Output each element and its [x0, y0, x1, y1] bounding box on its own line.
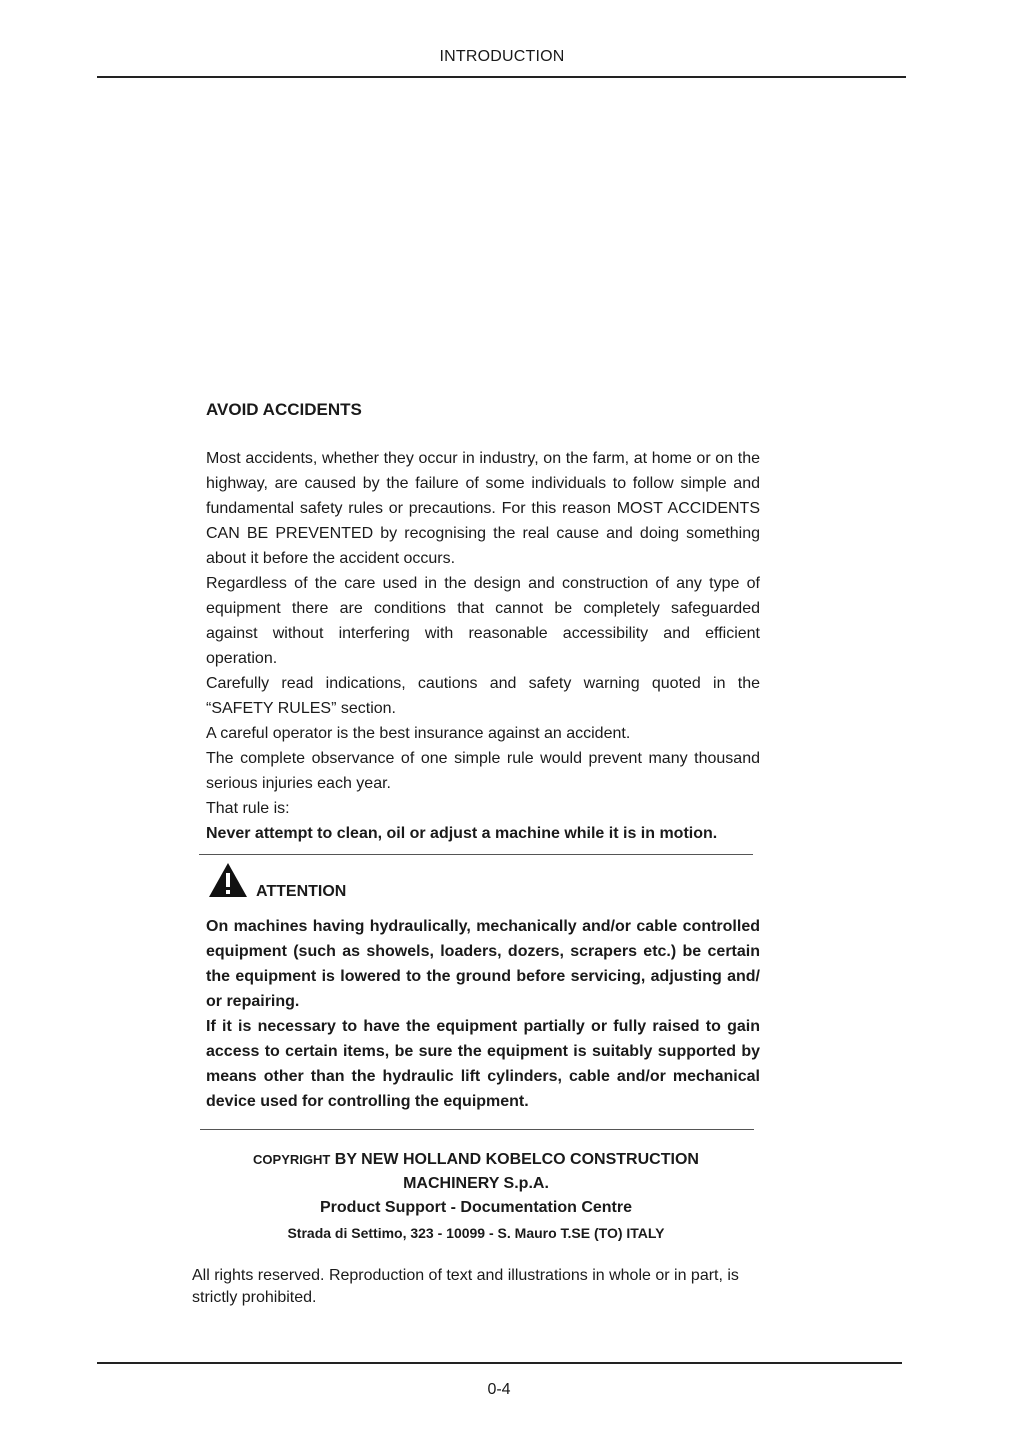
- attention-paragraph: On machines having hydraulically, mechanically and/or cable controlled equipment (such as showels, loaders, dozers, scrapers etc.) be certain the equipment is lowered to the ground before servicing, adjusting and/ or repairing.: [206, 918, 760, 1010]
- copyright-line-1: [200, 1148, 752, 1172]
- body-paragraph: Regardless of the care used in the design and construction of any type of equipment there are conditions that cannot be completely safeguarded against without interfering with reasonable accessibility and efficient operation.: [206, 575, 760, 667]
- attention-bottom-rule: [200, 1129, 754, 1130]
- rights-notice: All rights reserved. Reproduction of text and illustrations in whole or in part, is strictly prohibited.: [192, 1267, 739, 1306]
- body-paragraph: Most accidents, whether they occur in industry, on the farm, at home or on the highway, are caused by the failure of some individuals to follow simple and fundamental safety rules or precautions. For this reason MOST ACCIDENTS CAN BE PREVENTED by recognising the real cause and doing something about it before the accident occurs.: [206, 450, 760, 567]
- copyright-line-3: Product Support - Documentation Centre: [320, 1199, 632, 1216]
- attention-text: [206, 914, 760, 1114]
- copyright-company: BY NEW HOLLAND KOBELCO CONSTRUCTION: [334, 1151, 699, 1168]
- warning-triangle-icon-svg: [208, 862, 248, 898]
- section-title: AVOID ACCIDENTS: [206, 400, 362, 419]
- attention-paragraph: If it is necessary to have the equipment partially or fully raised to gain access to certain items, be sure the equipment is suitably supported by means other than the hydraulic lift cylinders, cable and/or mechanical device used for controlling the equipment.: [206, 1018, 760, 1110]
- attention-top-rule: [199, 854, 753, 855]
- footer-rule: [97, 1362, 902, 1364]
- body-paragraph: Carefully read indications, cautions and safety warning quoted in the “SAFETY RULES” section.: [206, 675, 760, 717]
- header-rule: [97, 76, 906, 78]
- copyright-address: Strada di Settimo, 323 - 10099 - S. Mauro T.SE (TO) ITALY: [287, 1225, 665, 1241]
- page-header-title: INTRODUCTION: [439, 48, 565, 65]
- page-number: 0-4: [487, 1381, 511, 1398]
- copyright-prefix: COPYRIGHT: [253, 1152, 331, 1167]
- body-paragraph: That rule is:: [206, 800, 290, 817]
- copyright-line-2: MACHINERY S.p.A.: [403, 1175, 549, 1192]
- safety-rule-text: Never attempt to clean, oil or adjust a machine while it is in motion.: [206, 825, 718, 842]
- body-text: [206, 446, 760, 846]
- body-paragraph: The complete observance of one simple rule would prevent many thousand serious injuries each year.: [206, 750, 760, 792]
- body-paragraph: A careful operator is the best insurance against an accident.: [206, 725, 631, 742]
- warning-triangle-icon: [208, 862, 248, 898]
- attention-label: ATTENTION: [256, 883, 347, 900]
- copyright-block: [200, 1148, 752, 1246]
